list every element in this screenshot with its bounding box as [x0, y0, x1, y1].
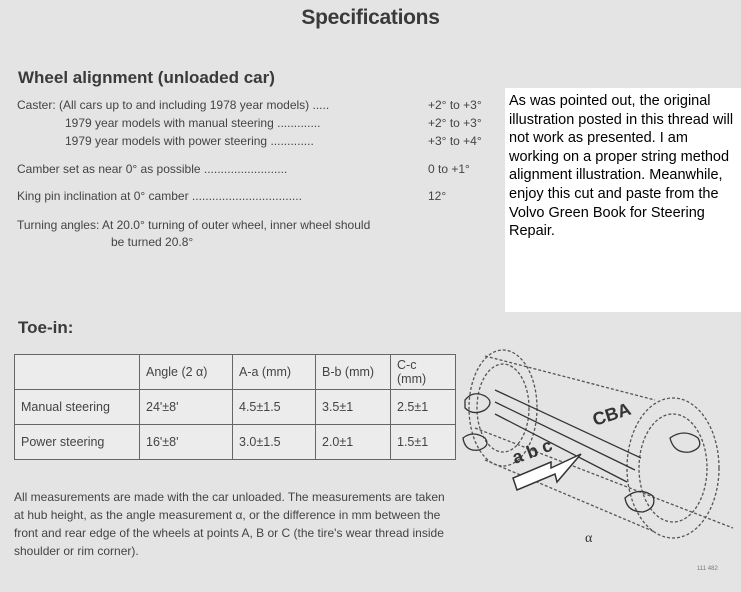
- page-title: Specifications: [301, 6, 440, 29]
- table-header-cell: B-b (mm): [316, 355, 391, 390]
- table-cell: Manual steering: [15, 390, 140, 425]
- lower-points-label: a b c: [509, 434, 555, 468]
- table-cell: 2.5±1: [391, 390, 456, 425]
- alpha-label: α: [585, 531, 593, 546]
- wheel-connector-bottom: [485, 460, 655, 532]
- king-pin-label: King pin inclination at 0° camber .................................: [17, 189, 302, 203]
- table-cell: 16'±8': [140, 425, 233, 460]
- table-header-cell: Angle (2 α): [140, 355, 233, 390]
- camber-label: Camber set as near 0° as possible .........................: [17, 162, 288, 176]
- caster-label: Caster: (All cars up to and including 1978 year models) .....: [17, 98, 330, 112]
- caster-power-label: 1979 year models with power steering .............: [65, 134, 314, 148]
- caster-power-value: +3° to +4°: [428, 134, 482, 148]
- table-header-cell: A-a (mm): [233, 355, 316, 390]
- wheel-alignment-heading: Wheel alignment (unloaded car): [18, 68, 275, 87]
- caster-manual-value: +2° to +3°: [428, 116, 482, 130]
- table-cell: 3.5±1: [316, 390, 391, 425]
- table-cell: 2.0±1: [316, 425, 391, 460]
- forum-note-text: As was pointed out, the original illustration posted in this thread will not work as presented. I am working on a proper string method alignment illustration. Meanwhile, enjoy this cut and paste from the Volvo Green Book for Steering Repair.: [509, 93, 734, 240]
- table-header-row: [15, 355, 456, 390]
- rim-mark-d: [625, 491, 654, 512]
- rim-mark-c: [670, 433, 700, 452]
- table-row: [15, 390, 456, 425]
- right-wheel-inner: [639, 414, 707, 522]
- table-cell: 4.5±1.5: [233, 390, 316, 425]
- upper-points-label: CBA: [590, 398, 634, 430]
- caster-manual-label: 1979 year models with manual steering .............: [65, 116, 321, 130]
- wheel-connector-top: [485, 356, 655, 400]
- measurement-note: All measurements are made with the car unloaded. The measurements are taken at hub height, as the angle measurement α, or the difference in mm between the front and rear edge of the wheels at points A, B or C (the tire's wear thread inside shoulder or rim corner).: [14, 490, 445, 558]
- toe-in-table: [14, 354, 456, 460]
- turning-angles-line1: Turning angles: At 20.0° turning of outer wheel, inner wheel should: [17, 218, 371, 232]
- figure-code: 111 482: [697, 566, 718, 572]
- table-header-cell: C-c (mm): [391, 355, 456, 390]
- table-cell: 3.0±1.5: [233, 425, 316, 460]
- caster-value: +2° to +3°: [428, 98, 482, 112]
- turning-angles-line2: be turned 20.8°: [111, 235, 194, 249]
- table-cell: 24'±8': [140, 390, 233, 425]
- king-pin-value: 12°: [428, 189, 447, 203]
- toe-in-wheel-diagram: [455, 318, 741, 592]
- table-header-cell: [15, 355, 140, 390]
- camber-value: 0 to +1°: [428, 162, 470, 176]
- table-cell: Power steering: [15, 425, 140, 460]
- forum-note-box: [505, 88, 741, 312]
- toe-in-heading: Toe-in:: [18, 318, 74, 337]
- table-cell: 1.5±1: [391, 425, 456, 460]
- table-row: [15, 425, 456, 460]
